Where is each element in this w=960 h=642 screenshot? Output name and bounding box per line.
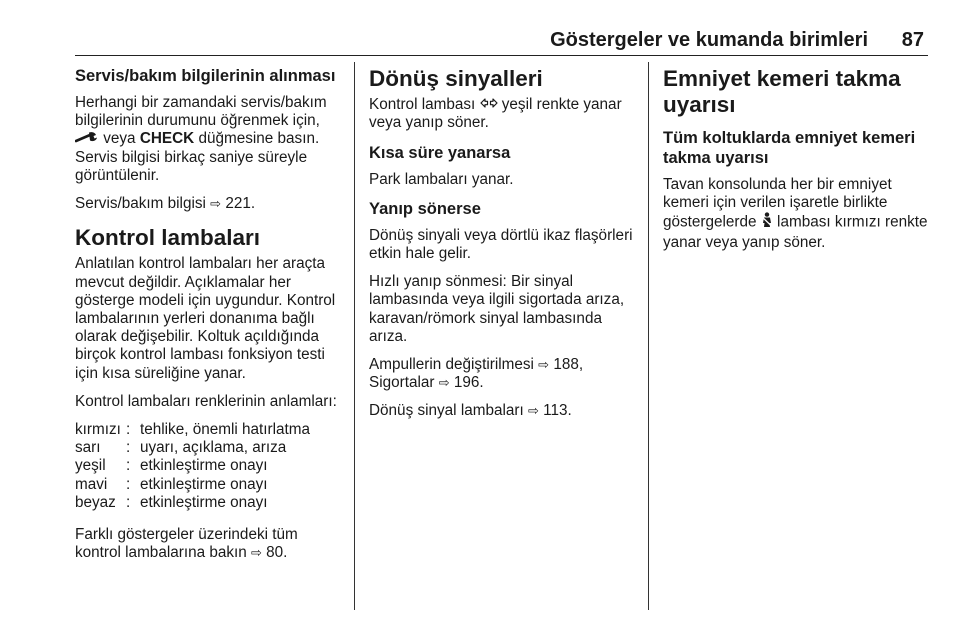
text-span: Sigortalar: [369, 374, 439, 392]
column-3: [663, 66, 928, 262]
color-meaning: etkinleştirme onayı: [140, 475, 268, 493]
page-ref: 221.: [225, 195, 256, 213]
color-name: yeşil: [75, 457, 106, 475]
colon: :: [126, 475, 131, 493]
section-title-warning-lights: Kontrol lambaları: [75, 225, 261, 251]
table-row: [75, 457, 347, 475]
text-span: Kontrol lambası: [369, 96, 480, 114]
wrench-icon: [75, 130, 99, 148]
text-span: Herhangi bir zamandaki servis/bakım bilgilerinin durumunu öğrenmek için,: [75, 94, 327, 130]
text-span: Ampullerin değiştirilmesi: [369, 355, 539, 373]
text-span: veya: [103, 130, 140, 148]
page-ref-arrow-icon: ⇨: [210, 196, 222, 212]
table-row: [75, 476, 347, 494]
text-span: yeşil renkte yanar veya yanıp söner.: [369, 96, 622, 132]
check-button-label: CHECK: [139, 130, 195, 148]
page-ref-arrow-icon: ⇨: [528, 403, 539, 419]
paragraph-service-info: [75, 94, 347, 185]
page-number: 87: [901, 29, 924, 51]
section-title-turn-signals: Dönüş sinyalleri: [369, 66, 543, 91]
color-meaning: etkinleştirme onayı: [140, 457, 268, 475]
column-divider-1: [354, 62, 355, 610]
color-name: sarı: [75, 439, 101, 457]
colon: :: [126, 493, 131, 511]
table-row: [75, 439, 347, 457]
paragraph-turn-signal-ref: [369, 402, 641, 420]
header-title: Göstergeler ve kumanda birimleri: [550, 29, 868, 51]
column-1: [75, 66, 347, 572]
page-ref: 188,: [553, 355, 584, 373]
section-title-service-info: Servis/bakım bilgilerinin alınması: [75, 67, 336, 85]
column-divider-2: [648, 62, 649, 610]
colon: :: [126, 457, 131, 475]
color-name: kırmızı: [75, 421, 121, 438]
seatbelt-icon: [761, 212, 773, 233]
table-row: [75, 421, 347, 439]
paragraph-blinking-2: Hızlı yanıp sönmesi: Bir sinyal lambasında veya ilgili sigortada arıza, karavan/römork sinyal lambasında arıza.: [369, 273, 625, 345]
text-span: Servis/bakım bilgisi: [75, 195, 211, 213]
color-meaning: tehlike, önemli hatırlatma: [140, 421, 311, 438]
color-meaning: uyarı, açıklama, arıza: [140, 439, 287, 457]
heading-all-seats-reminder: Tüm koltuklarda emniyet kemeri takma uyarısı: [663, 129, 916, 167]
colon: :: [126, 421, 131, 438]
text-span: lambası kırmızı renkte yanar veya yanıp söner.: [663, 214, 928, 251]
paragraph-seatbelt: [663, 176, 928, 252]
paragraph-warning-lights: Anlatılan kontrol lambaları her araçta mevcut değildir. Açıklamalar her gösterge modeli için uygundur. Kontrol lambalarının yerleri donanıma bağlı olarak değişebilir. Koltuk açıldığında birçok kontrol lambası fonksiyon testi için kısa süreliğine yanar.: [75, 255, 336, 382]
colon: :: [126, 439, 131, 457]
paragraph-blinking-1: Dönüş sinyali veya dörtlü ikaz flaşörleri etkin hale gelir.: [369, 226, 633, 262]
color-name: beyaz: [75, 493, 116, 511]
column-2: [369, 66, 641, 431]
section-title-seatbelt-reminder: Emniyet kemeri takma uyarısı: [663, 66, 901, 117]
paragraph-service-ref: [75, 195, 347, 213]
color-name: mavi: [75, 475, 108, 493]
paragraph-color-meaning: Kontrol lambaları renklerinin anlamları:: [75, 392, 337, 410]
text-span: düğmesine basın. Servis bilgisi birkaç saniye süreyle görüntülenir.: [75, 130, 320, 184]
page-ref: 196.: [453, 374, 484, 392]
page-ref: 80.: [266, 544, 288, 562]
table-row: [75, 494, 347, 512]
color-meaning: etkinleştirme onayı: [140, 493, 268, 511]
page-ref-arrow-icon: ⇨: [438, 375, 450, 391]
page-ref: 113.: [543, 402, 572, 420]
page-header: [75, 26, 928, 56]
page-ref-arrow-icon: ⇨: [538, 356, 550, 372]
heading-blinking: Yanıp sönerse: [369, 199, 481, 218]
paragraph-see-all-lights: [75, 526, 347, 562]
text-span: Farklı göstergeler üzerindeki tüm kontrol lambalarına bakın: [75, 526, 298, 562]
paragraph-references: [369, 356, 641, 392]
heading-short-light: Kısa süre yanarsa: [369, 143, 511, 162]
color-meaning-table: [75, 421, 347, 512]
page-ref-arrow-icon: ⇨: [251, 545, 262, 561]
paragraph-short-light: Park lambaları yanar.: [369, 170, 514, 188]
turn-signal-icon: [480, 96, 498, 114]
text-span: Tavan konsolunda her bir emniyet kemeri için verilen işaretle birlikte göstergelerde: [663, 176, 892, 232]
text-span: Dönüş sinyal lambaları: [369, 402, 528, 420]
paragraph-turn-signal-lamp: [369, 96, 641, 133]
